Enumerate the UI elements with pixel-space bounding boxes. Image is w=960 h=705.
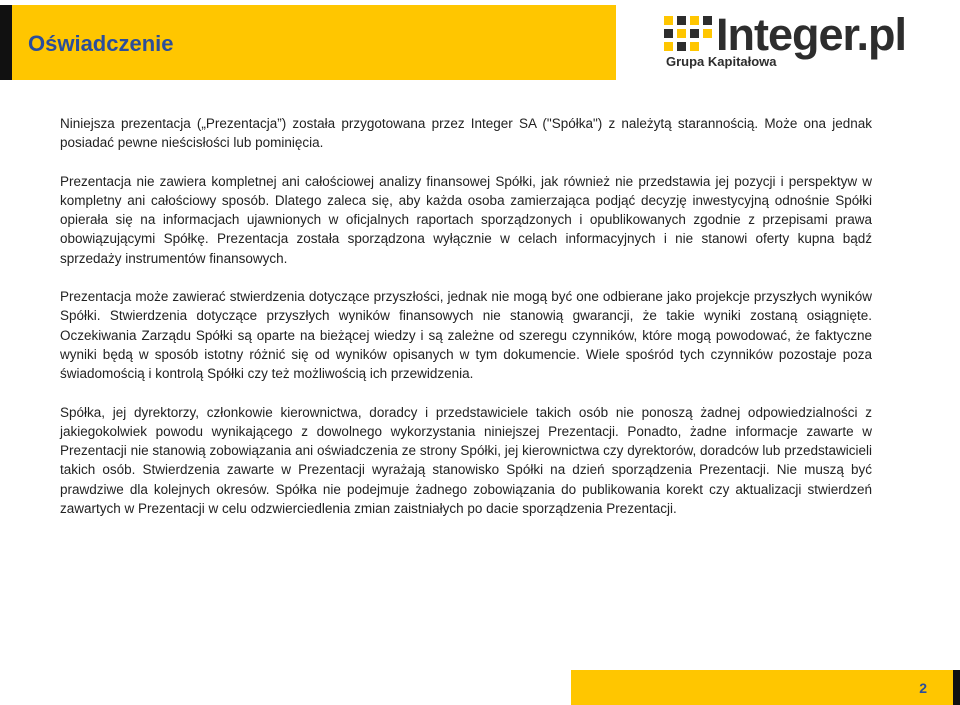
logo-subtitle: Grupa Kapitałowa — [666, 54, 777, 69]
footer-accent-strip — [953, 670, 960, 705]
integer-logo — [664, 9, 924, 72]
title-bar — [0, 5, 616, 80]
page-number: 2 — [919, 680, 927, 696]
paragraph: Prezentacja może zawierać stwierdzenia dotyczące przyszłości, jednak nie mogą być one odbierane jako projekcje przyszłych wyników Spółki. Stwierdzenia dotyczące przyszłych wyników finansowych nie stanowią gwarancji, że takie wyniki zostaną osiągnięte. Oczekiwania Zarządu Spółki są oparte na bieżącej wiedzy i są zależne od szeregu czynników, które mogą powodować, że faktyczne wyniki będą w sposób istotny różnić się od wyników opisanych w tym dokumencie. Wiele spośród tych czynników pozostaje poza świadomością i kontrolą Spółki czy też możliwością ich przewidzenia. — [60, 289, 872, 382]
logo-wordmark: Integer.pl — [716, 9, 907, 60]
logo-dots-icon — [664, 14, 712, 54]
paragraph: Niniejsza prezentacja („Prezentacja”) została przygotowana przez Integer SA ("Spółka") z należytą starannością. Może ona jednak posiadać pewne nieścisłości lub pominięcia. — [60, 116, 872, 151]
disclaimer-body — [60, 114, 872, 537]
paragraph: Prezentacja nie zawiera kompletnej ani całościowej analizy finansowej Spółki, jak również nie przedstawia jej pozycji i perspektyw w kompletny ani całościowy sposób. Dlatego zaleca się, aby każda osoba zamierzająca podjąć decyzję inwestycyjną odnośnie Spółki opierała się na informacjach ujawnionych w oficjalnych raportach sporządzonych i opublikowanych zgodnie z przepisami prawa obowiązującymi Spółkę. Prezentacja została sporządzona wyłącznie w celach informacyjnych i nie stanowi oferty kupna bądź sprzedaży instrumentów finansowych. — [60, 173, 872, 266]
paragraph: Spółka, jej dyrektorzy, członkowie kierownictwa, doradcy i przedstawiciele takich osób nie ponoszą żadnej odpowiedzialności z jakiegokolwiek powodu wynikającego z dowolnego wykorzystania niniejszej Prezentacji. Ponadto, żadne informacje zawarte w Prezentacji nie stanowią zobowiązania ani oświadczenia ze strony Spółki, jej kierownictwa czy dyrektorów, doradców lub przedstawicieli takich osób. Stwierdzenia zawarte w Prezentacji wyrażają stanowisko Spółki na dzień sporządzenia Prezentacji. Nie muszą być prawdziwe dla kolejnych okresów. Spółka nie podejmuje żadnego zobowiązania do publikowania korekt czy aktualizacji stwierdzeń zawartych w Prezentacji w celu odzwierciedlenia zmian zaistniałych po dacie sporządzenia Prezentacji. — [60, 404, 872, 517]
title-bar-accent-strip — [0, 5, 12, 80]
slide-title: Oświadczenie — [28, 31, 174, 56]
footer-bar — [571, 670, 953, 705]
